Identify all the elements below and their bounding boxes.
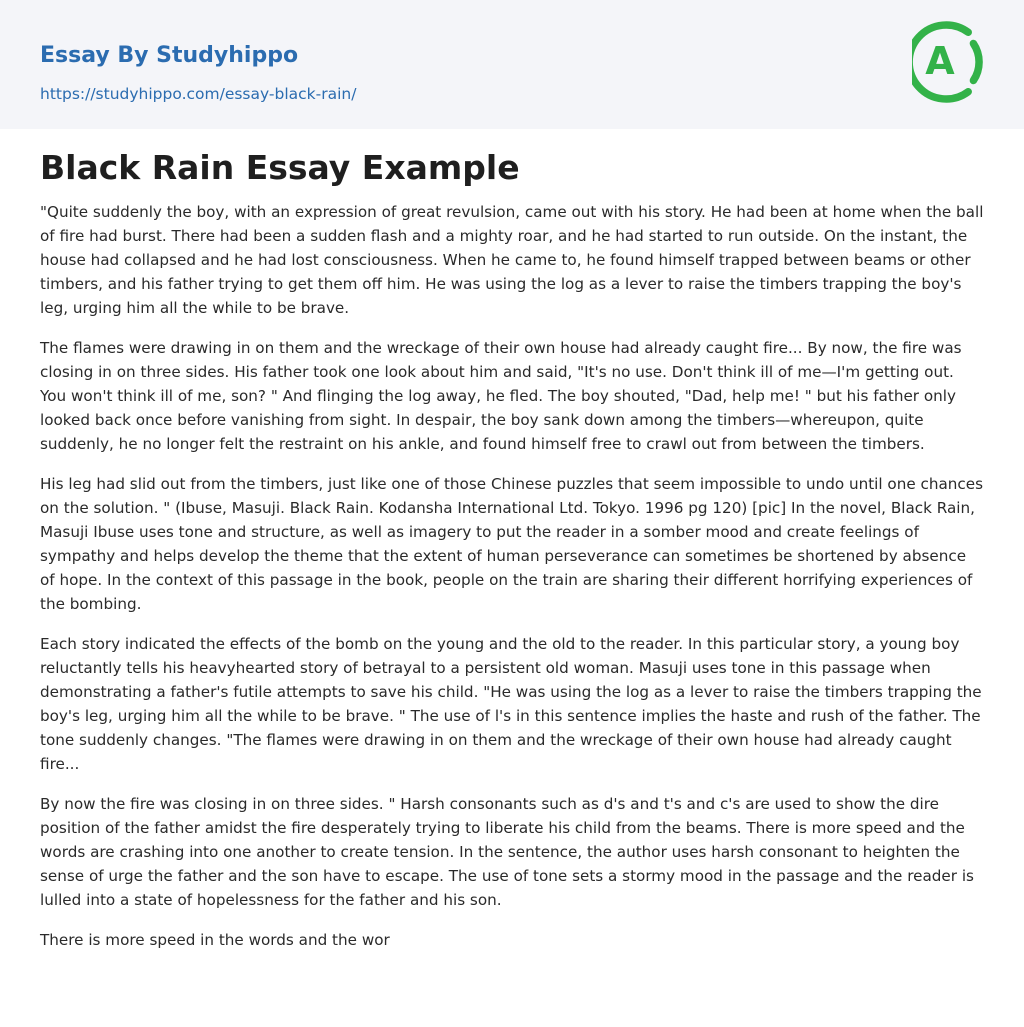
logo-letter: A — [925, 39, 955, 83]
studyhippo-logo-icon[interactable] — [912, 19, 986, 105]
article-paragraph-3: His leg had slid out from the timbers, just like one of those Chinese puzzles that seem impossible to undo until one chances on the solution. " (Ibuse, Masuji. Black Rain. Kodansha International Ltd. Tokyo. 1996 pg 120) [pic] In the novel, Black Rain, Masuji Ibuse uses tone and structure, as well as imagery to put the reader in a somber mood and create feelings of sympathy and helps develop the theme that the extent of human perseverance can sometimes be shortened by absence of hope. In the context of this passage in the book, people on the train are sharing their different horrifying experiences of the bombing. — [40, 475, 984, 613]
page-title: Black Rain Essay Example — [40, 148, 520, 187]
article-paragraph-1: "Quite suddenly the boy, with an expression of great revulsion, came out with his story. He had been at home when the ball of fire had burst. There had been a sudden flash and a mighty roar, and he had started to run outside. On the instant, the house had collapsed and he had lost consciousness. When he came to, he found himself trapped between beams or other timbers, and his father trying to get them off him. He was using the log as a lever to raise the timbers trapping the boy's leg, urging him all the while to be brave. — [40, 203, 984, 317]
site-header — [0, 0, 1024, 129]
source-url-link[interactable]: https://studyhippo.com/essay-black-rain/ — [40, 85, 357, 103]
article-paragraph-2: The flames were drawing in on them and the wreckage of their own house had already caught fire... By now, the fire was closing in on three sides. His father took one look about him and said, "It's no use. Don't think ill of me—I'm getting out. You won't think ill of me, son? " And flinging the log away, he fled. The boy shouted, "Dad, help me! " but his father only looked back once before vanishing from sight. In despair, the boy sank down among the timbers—whereupon, quite suddenly, he no longer felt the restraint on his ankle, and found himself free to crawl out from between the timbers. — [40, 339, 962, 453]
site-brand-title[interactable]: Essay By Studyhippo — [40, 43, 299, 68]
article-paragraph-5: By now the fire was closing in on three sides. " Harsh consonants such as d's and t's and c's are used to show the dire position of the father amidst the fire desperately trying to liberate his child from the beams. There is more speed and the words are crashing into one another to create tension. In the sentence, the author uses harsh consonant to heighten the sense of urge the father and the son have to escape. The use of tone sets a stormy mood in the passage and the reader is lulled into a state of hopelessness for the father and his son. — [40, 795, 974, 909]
article-body — [40, 146, 984, 968]
article-paragraph-6: There is more speed in the words and the wor — [40, 931, 390, 949]
article-paragraph-4: Each story indicated the effects of the bomb on the young and the old to the reader. In this particular story, a young boy reluctantly tells his heavyhearted story of betrayal to a persistent old woman. Masuji uses tone in this passage when demonstrating a father's futile attempts to save his child. "He was using the log as a lever to raise the timbers trapping the boy's leg, urging him all the while to be brave. " The use of l's in this sentence implies the haste and rush of the father. The tone suddenly changes. "The flames were drawing in on them and the wreckage of their own house had already caught fire... — [40, 635, 982, 773]
